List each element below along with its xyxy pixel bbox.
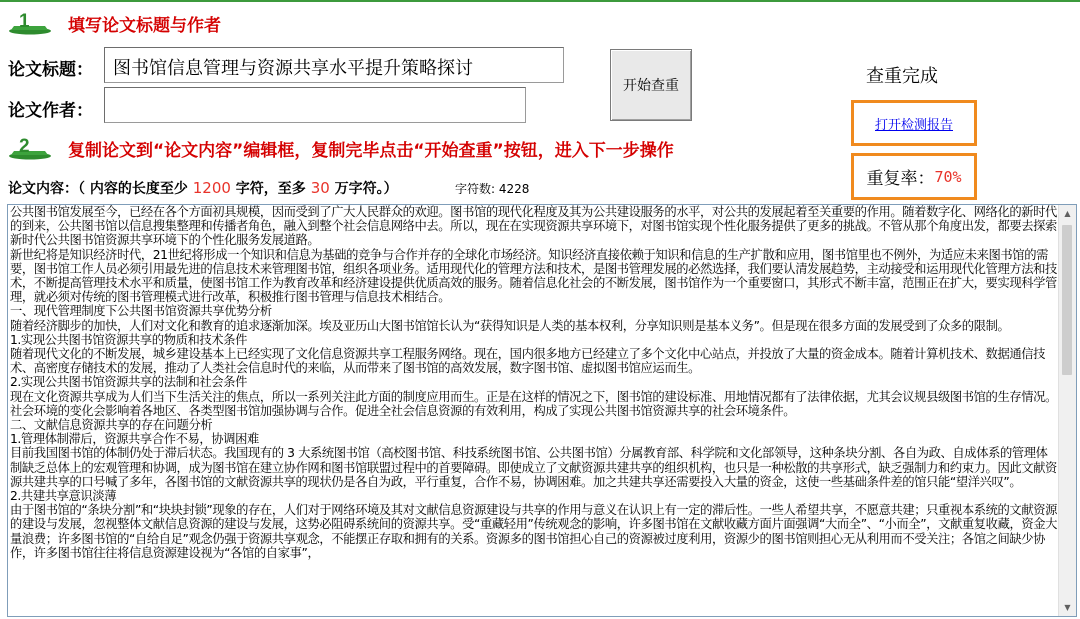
step-1-title: 填写论文标题与作者 (68, 16, 221, 36)
content-paragraph: 现在文化资源共享成为人们当下生活关注的焦点，所以一系列关注此方面的制度应用而生。正是在这样的情况之下，图书馆的建设标准、用地情况都有了法律依据，尤其会议规县级图书馆的生存情况。社会环境的变化会影响着各地区、各类型图书馆加强协调与合作。促进全社会信息资源的有效利用，构成了实现公共图书馆资源共享的社会环境条件。 (10, 389, 1057, 418)
paper-content-text[interactable] (10, 205, 1058, 616)
duplicate-rate-box (851, 153, 977, 200)
content-min-value: 1200 (192, 179, 231, 197)
duplicate-rate-label: 重复率： (866, 169, 935, 189)
report-link-box (851, 100, 977, 146)
content-paragraph: 目前我国图书馆的体制仍处于滞后状态。我国现有的 3 大系统图书馆（高校图书馆、科技系统图书馆、公共图书馆）分属教育部、科学院和文化部领导，这种条块分割、各自为政、自成体系的管理体制缺乏总体上的宏观管理和协调，成为图书馆在建立协作网和图书馆联盟过程中的首要障碍。即使成立了文献资源共建共享的组织机构，也只是一种松散的共享形式，缺乏强制力和约束力。因此文献资源共建共享的口号喊了多年，各图书馆的文献资源共享的现状仍是各自为政，平行重复，合作不易，协调困难。加之共建共享还需要投入大量的资金，这使一些基础条件差的馆只能“望洋兴叹”。 (10, 446, 1057, 489)
content-paragraph: 2.实现公共图书馆资源共享的法制和社会条件 (10, 375, 247, 390)
content-paragraph: 2.共建共享意识淡薄 (10, 489, 117, 504)
check-status-text: 查重完成 (866, 66, 938, 87)
step-1-number: 1 (19, 11, 30, 32)
content-label: 论文内容： (8, 181, 78, 197)
content-paragraph: 随着经济脚步的加快，人们对文化和教育的追求逐渐加深。埃及亚历山大图书馆馆长认为“获得知识是人类的基本权利，分享知识则是基本义务”。但是现在很多方面的发展受到了众多的限制。 (10, 318, 1010, 333)
content-rule-text-3: 万字符。） (329, 181, 398, 197)
title-input[interactable]: 图书馆信息管理与资源共享水平提升策略探讨 (104, 47, 564, 83)
paper-content-textarea[interactable] (7, 204, 1077, 617)
content-rule-text-1: （ 内容的长度至少 (78, 181, 193, 197)
scroll-down-arrow-icon[interactable]: ▼ (1064, 603, 1071, 612)
title-label: 论文标题： (8, 60, 93, 80)
content-paragraph: 1.实现公共图书馆资源共享的物质和技术条件 (10, 332, 247, 347)
content-paragraph: 公共图书馆发展至今，已经在各个方面初具规模，因而受到了广大人民群众的欢迎。图书馆的现代化程度及其为公共建设服务的水平，对公共的发展起着至关重要的作用。随着数字化、网络化的新时代的到来，公共图书馆以信息搜集整理和传播者角色，融入到整个社会信息网络中去。所以，现在在实现资源共享环境下，对图书馆实现个性化服务提供了更多的挑战。不管从那个角度出发，都要去探索新时代公共图书馆资源共享环境下的个性化服务发展道路。 (10, 205, 1057, 248)
top-border (0, 0, 1080, 2)
content-paragraph: 二、文献信息资源共享的存在问题分析 (10, 418, 213, 433)
content-paragraph: 1.管理体制滞后，资源共享合作不易，协调困难 (10, 432, 259, 447)
content-paragraph: 新世纪将是知识经济时代，21世纪将形成一个知识和信息为基础的竞争与合作并存的全球化市场经济。知识经济直接依赖于知识和信息的生产扩散和应用，图书馆里也不例外，为适应未来图书馆的需要，图书馆工作人员必须引用最先进的信息技术来管理图书馆，组织各项业务。适用现代化的管理方法和技术，是图书管理发展的必然选择，我们要认清发展趋势，主动接受和运用现代化管理方法和技术，不断提高管理技术水平和质量，使图书馆工作为教育改革和经济建设提供优质高效的服务。随着信息化社会的不断发展，图书馆作为一个重要窗口，其形式不断丰富，范围正在扩大，要实现科学管理，就必须对传统的图书管理模式进行改革，积极推行图书管理与信息技术相结合。 (10, 247, 1057, 305)
char-count-label: 字符数: (455, 182, 496, 196)
content-paragraph: 一、现代管理制度下公共图书馆资源共享优势分析 (10, 304, 272, 319)
step-1-badge-icon (8, 9, 52, 35)
duplicate-rate-value: 70% (934, 167, 962, 186)
char-count (455, 180, 529, 197)
open-report-link[interactable]: 打开检测报告 (874, 117, 953, 133)
content-length-info (8, 178, 398, 198)
step-2-title: 复制论文到“论文内容”编辑框，复制完毕点击“开始查重”按钮，进入下一步操作 (68, 141, 674, 161)
author-input[interactable] (104, 87, 526, 123)
content-paragraph: 随着现代文化的不断发展，城乡建设基本上已经实现了文化信息资源共享工程服务网络。现在，国内很多地方已经建立了多个文化中心站点，并投放了大量的资金成本。随着计算机技术、数据通信技术、高密度存储技术的发展，推动了人类社会信息时代的来临，从而带来了图书馆的高效发展，数字图书馆、虚拟图书馆应运而生。 (10, 347, 1046, 376)
scroll-thumb[interactable] (1062, 225, 1072, 375)
scroll-up-arrow-icon[interactable]: ▲ (1064, 209, 1071, 218)
content-rule-text-2: 字符，至多 (230, 181, 311, 197)
vertical-scrollbar[interactable] (1058, 205, 1076, 616)
content-paragraph: 由于图书馆的“条块分割”和“块块封锁”现象的存在，人们对于网络环境及其对文献信息资源建设与共享的作用与意义在认识上有一定的滞后性。一些人希望共享，不愿意共建；只重视本系统的文献资源的建设与发展，忽视整体文献信息资源的建设与发展，这势必阻碍系统间的资源共享。受“重藏轻用”传统观念的影响，许多图书馆在文献收藏方面片面强调“大而全”、“小而全”，文献重复收藏，资金大量浪费；许多图书馆的“自给自足”观念仍强于资源共享观念，不能摆正存取和拥有的关系。资源多的图书馆担心自己的资源被过度利用，资源少的图书馆则担心无从利用而不受关注；各馆之间缺少协作，许多图书馆往往将信息资源建设视为“各馆的自家事”， (10, 503, 1058, 560)
author-label: 论文作者： (8, 101, 93, 121)
start-check-button[interactable]: 开始查重 (610, 49, 692, 121)
char-count-value: 4228 (498, 182, 530, 196)
step-2-badge-icon (8, 134, 52, 160)
step-2-number: 2 (19, 136, 30, 157)
content-max-value: 30 (310, 179, 330, 197)
